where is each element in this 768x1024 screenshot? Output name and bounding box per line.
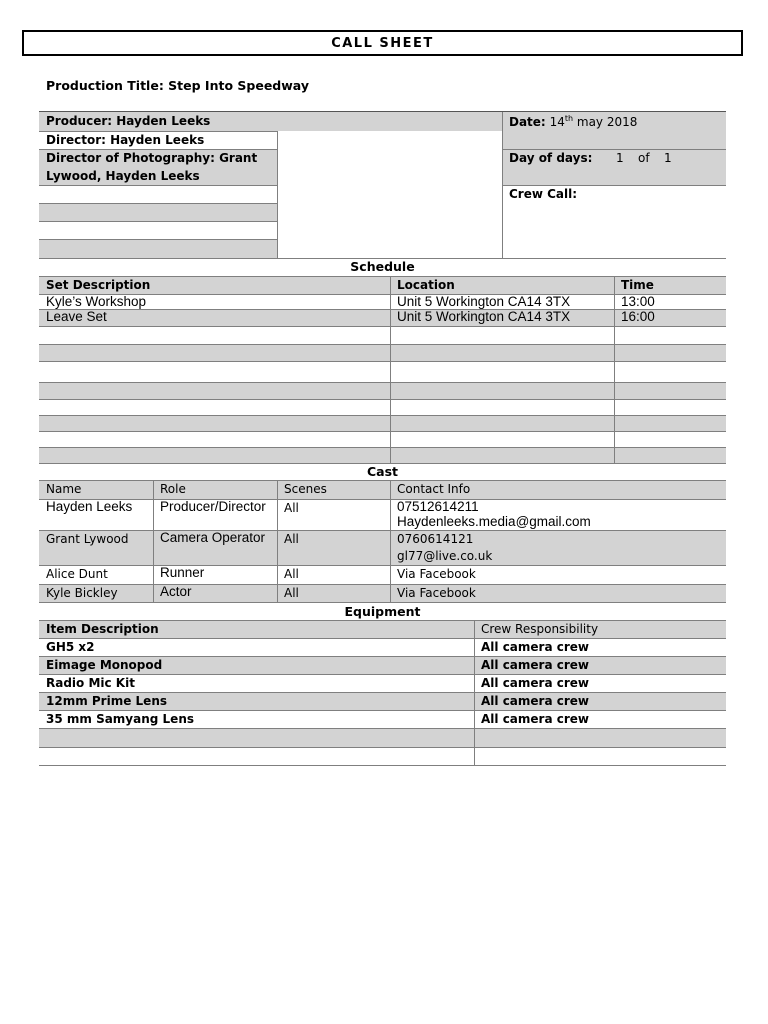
schedule-line [39,382,726,383]
day-of-word: of [638,151,650,165]
equipment-item-1: GH5 x2 [46,640,95,654]
equipment-heading: Equipment [344,604,421,619]
cast-line [39,602,726,603]
equipment-line [39,710,726,711]
schedule-time-2: 16:00 [621,309,655,324]
schedule-line [39,399,726,400]
equipment-line [39,692,726,693]
info-line [39,149,277,150]
info-line [502,149,726,150]
schedule-set-2: Leave Set [46,309,107,324]
cast-line [39,565,726,566]
info-line [39,221,277,222]
schedule-line [39,415,726,416]
cast-header-bg [39,481,726,499]
cast-name-2: Grant Lywood [46,532,129,546]
cast-col-contact: Contact Info [397,482,471,496]
equipment-line [39,747,726,748]
equipment-item-5: 35 mm Samyang Lens [46,712,195,726]
producer: Producer: Hayden Leeks [46,114,211,128]
equipment-col-item: Item Description [46,622,159,636]
info-line [39,239,277,240]
schedule-heading: Schedule [350,259,415,274]
equipment-item-4: 12mm Prime Lens [46,694,168,708]
schedule-line [39,276,726,277]
cast-contact-4: Via Facebook [397,586,476,600]
info-divider [502,112,503,258]
equipment-row-bg [39,729,726,747]
cast-line [39,499,726,500]
schedule-col-time: Time [621,278,654,292]
equipment-col-crew: Crew Responsibility [481,622,599,636]
day-total: 1 [664,151,672,165]
info-line [39,203,277,204]
day-current: 1 [616,151,624,165]
equipment-item-2: Eimage Monopod [46,658,163,672]
date [502,115,637,130]
cast-heading: Cast [366,464,399,479]
cast-name-3: Alice Dunt [46,567,108,581]
equipment-line [39,656,726,657]
info-divider [277,131,278,258]
equipment-line [39,765,726,766]
cast-col-role: Role [160,482,186,496]
cast-scenes-1: All [284,501,299,515]
cast-col-name: Name [46,482,82,496]
schedule-row-bg [39,447,726,463]
schedule-col-location: Location [397,278,455,292]
date-suffix: th [564,114,574,123]
equipment-crew-2: All camera crew [481,658,589,672]
cast-role-3: Runner [160,565,205,580]
cast-contact-1a: 07512614211 [397,499,479,514]
cast-contact-2a: 0760614121 [397,532,474,546]
cast-contact-3: Via Facebook [397,567,476,581]
info-line [39,131,277,132]
call-sheet-title [22,30,743,56]
cast-row-bg [39,584,726,602]
date-label: Date: [509,115,546,129]
crew-call-label: Crew Call: [509,187,578,201]
cast-line [39,584,726,585]
schedule-line [39,361,726,362]
schedule-line [39,326,726,327]
info-empty-bg-1 [39,203,277,221]
day-of-days-label: Day of days: [509,151,593,165]
dop-line-1: Director of Photography: Grant [46,151,258,165]
equipment-crew-1: All camera crew [481,640,589,654]
production-title: Production Title: Step Into Speedway [46,78,309,93]
cast-scenes-3: All [284,567,299,581]
cast-scenes-4: All [284,586,299,600]
cast-line [39,480,726,481]
info-line [39,185,277,186]
schedule-set-1: Kyle’s Workshop [46,294,147,309]
cast-role-1: Producer/Director [160,499,266,514]
schedule-line [39,344,726,345]
date-rest: may 2018 [576,115,638,129]
equipment-line [39,638,726,639]
cast-scenes-2: All [284,532,299,546]
info-empty-bg-2 [39,239,277,258]
schedule-line [39,431,726,432]
schedule-line [39,447,726,448]
equipment-crew-4: All camera crew [481,694,589,708]
equipment-line [39,728,726,729]
equipment-crew-5: All camera crew [481,712,589,726]
equipment-line [39,620,726,621]
cast-contact-1b: Haydenleeks.media@gmail.com [397,514,591,529]
cast-role-4: Actor [160,584,192,599]
call-sheet-title-text: CALL SHEET [331,35,434,51]
equipment-item-3: Radio Mic Kit [46,676,135,690]
cast-row-bg [39,530,726,565]
info-line [502,185,726,186]
schedule-time-1: 13:00 [621,294,655,309]
cast-role-2: Camera Operator [160,530,266,545]
cast-col-scenes: Scenes [284,482,327,496]
equipment-crew-3: All camera crew [481,676,589,690]
schedule-row-bg [39,415,726,431]
schedule-location-2: Unit 5 Workington CA14 3TX [397,309,571,324]
cast-name-1: Hayden Leeks [46,499,133,514]
cast-line [39,530,726,531]
dop-line-2: Lywood, Hayden Leeks [46,169,200,183]
schedule-col-set: Set Description [46,278,151,292]
cast-contact-2b: gl77@live.co.uk [397,549,493,563]
schedule-row-bg [39,344,726,361]
schedule-row-bg [39,382,726,399]
equipment-line [39,674,726,675]
date-day: 14 [549,115,565,129]
schedule-location-1: Unit 5 Workington CA14 3TX [397,294,571,309]
cast-name-4: Kyle Bickley [46,586,118,600]
info-top-border [39,111,726,112]
director: Director: Hayden Leeks [46,133,205,147]
